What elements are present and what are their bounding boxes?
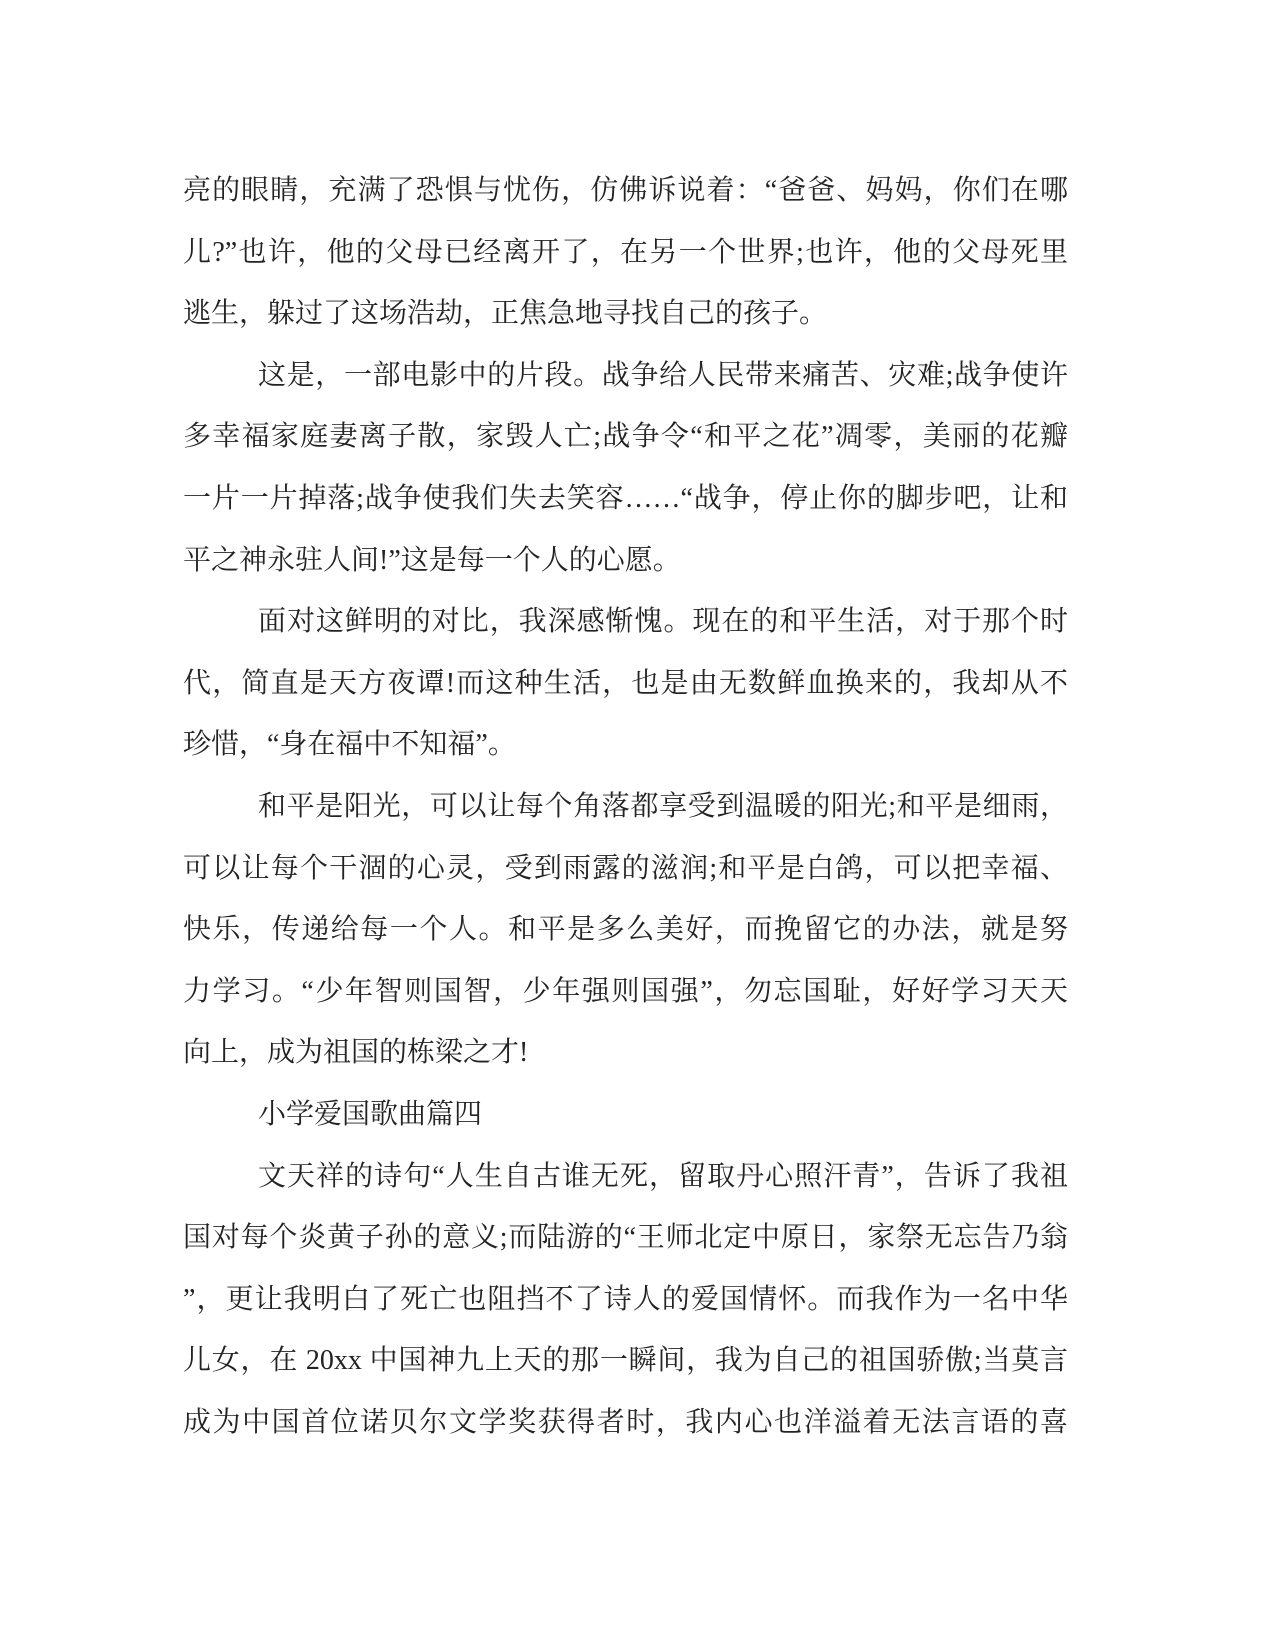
text-line: ”，更让我明白了死亡也阻挡不了诗人的爱国情怀。而我作为一名中华 xyxy=(183,1283,1068,1315)
text-line: 平之神永驻人间!”这是每一个人的心愿。 xyxy=(183,544,681,576)
text-line: 面对这鲜明的对比，我深感惭愧。现在的和平生活，对于那个时 xyxy=(258,606,1068,638)
text-line: 这是，一部电影中的片段。战争给人民带来痛苦、灾难;战争使许 xyxy=(258,359,1068,391)
text-line: 向上，成为祖国的栋梁之才! xyxy=(183,1037,529,1069)
text-line: 和平是阳光，可以让每个角落都享受到温暖的阳光;和平是细雨， xyxy=(258,790,1068,822)
text-line: 亮的眼睛，充满了恐惧与忧伤，仿佛诉说着：“爸爸、妈妈，你们在哪 xyxy=(183,175,1068,206)
text-line: 儿女，在 20xx 中国神九上天的那一瞬间，我为自己的祖国骄傲;当莫言 xyxy=(183,1345,1068,1377)
text-line: 力学习。“少年智则国智，少年强则国强”，勿忘国耻，好好学习天天 xyxy=(183,975,1068,1007)
text-line: 多幸福家庭妻离子散，家毁人亡;战争令“和平之花”凋零，美丽的花瓣 xyxy=(183,421,1068,453)
text-line: 珍惜，“身在福中不知福”。 xyxy=(183,729,516,761)
text-line: 逃生，躲过了这场浩劫，正焦急地寻找自己的孩子。 xyxy=(183,298,828,330)
text-line: 可以让每个干涸的心灵，受到雨露的滋润;和平是白鸽，可以把幸福、 xyxy=(183,852,1068,884)
text-line: 一片一片掉落;战争使我们失去笑容……“战争，停止你的脚步吧，让和 xyxy=(183,482,1068,514)
text-line: 国对每个炎黄子孙的意义;而陆游的“王师北定中原日，家祭无忘告乃翁 xyxy=(183,1222,1068,1254)
text-line: 文天祥的诗句“人生自古谁无死，留取丹心照汗青”，告诉了我祖 xyxy=(258,1160,1068,1192)
text-line: 代，简直是天方夜谭!而这种生活，也是由无数鲜血换来的，我却从不 xyxy=(183,667,1068,699)
text-line: 小学爱国歌曲篇四 xyxy=(258,1098,483,1130)
text-line: 儿?”也许，他的父母已经离开了，在另一个世界;也许，他的父母死里 xyxy=(183,236,1068,268)
text-line: 成为中国首位诺贝尔文学奖获得者时，我内心也洋溢着无法言语的喜 xyxy=(183,1406,1068,1438)
text-line: 快乐，传递给每一个人。和平是多么美好，而挽留它的办法，就是努 xyxy=(183,914,1068,946)
document-body xyxy=(183,160,1068,1453)
